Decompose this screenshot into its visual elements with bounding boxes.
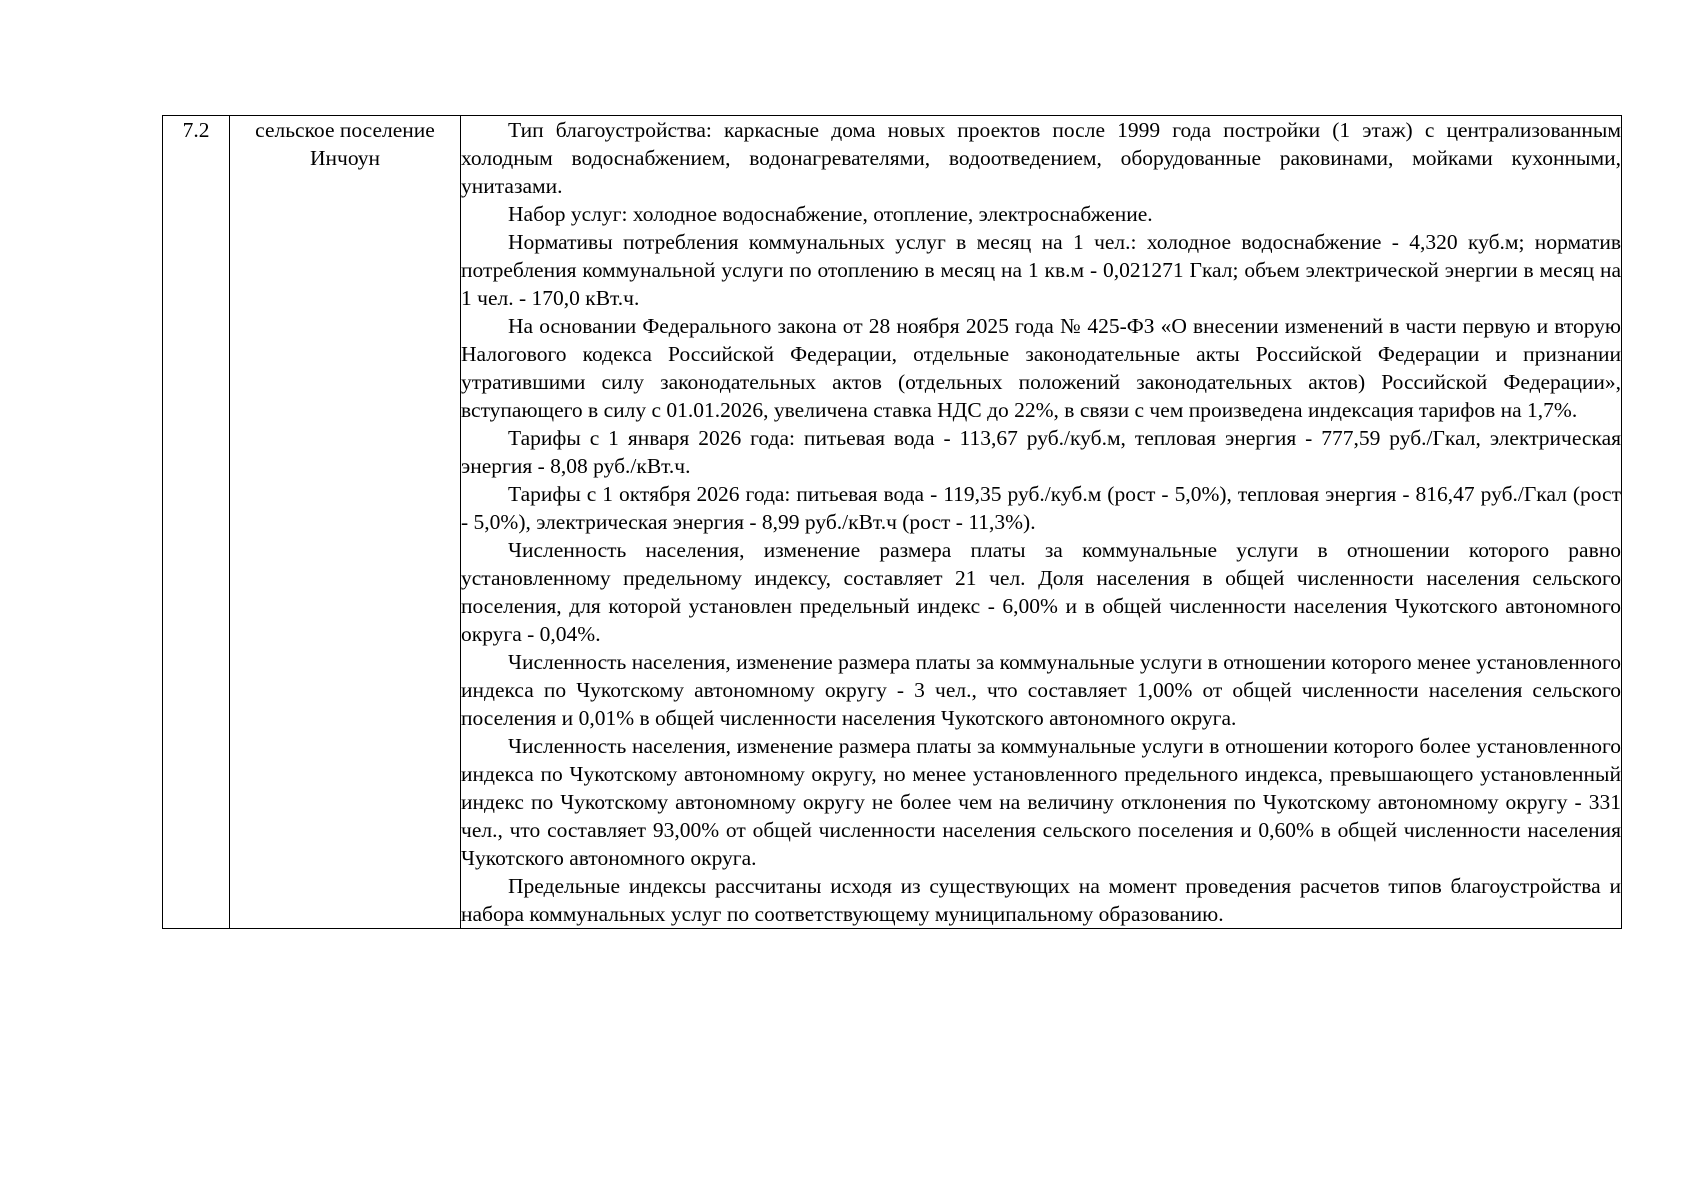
paragraph-improvement-type: Тип благоустройства: каркасные дома новых проектов после 1999 года постройки (1 этаж) с централизованным холодным водоснабжением, водонагревателями, водоотведением, оборудованные раковинами, мойками кухонными, унитазами. [461,118,1621,198]
paragraph-services-set: Набор услуг: холодное водоснабжение, отопление, электроснабжение. [508,202,1153,226]
paragraph-limit-indices: Предельные индексы рассчитаны исходя из существующих на момент проведения расчетов типов благоустройства и набора коммунальных услуг по соответствующему муниципальному образованию. [461,874,1621,926]
paragraph-vat-law: На основании Федерального закона от 28 ноября 2025 года № 425-ФЗ «О внесении изменений в части первую и вторую Налогового кодекса Российской Федерации, отдельные законодательные акты Российской Федерации и признании утратившими силу законодательных актов (отдельных положений законодательных актов) Российской Федерации», вступающего в силу с 01.01.2026, увеличена ставка НДС до 22%, в связи с чем произведена индексация тарифов на 1,7%. [461,314,1621,422]
settlement-type: сельское поселение [255,118,435,142]
table-row [163,116,1622,929]
row-number-cell [163,116,230,929]
paragraph-population-more: Численность населения, изменение размера платы за коммунальные услуги в отношении которого более установленного индекса по Чукотскому автономному округу, но менее установленного предельного индекса, превышающего установленный индекс по Чукотскому автономному округу не более чем на величину отклонения по Чукотскому автономному округу - 331 чел., что составляет 93,00% от общей численности населения сельского поселения и 0,60% в общей численности населения Чукотского автономного округа. [461,734,1621,870]
paragraph-population-equal: Численность населения, изменение размера платы за коммунальные услуги в отношении которого равно установленному предельному индексу, составляет 21 чел. Доля населения в общей численности населения сельского поселения, для которой установлен предельный индекс - 6,00% и в общей численности населения Чукотского автономного округа - 0,04%. [461,538,1621,646]
tariff-table [162,115,1622,929]
paragraph-tariffs-january: Тарифы с 1 января 2026 года: питьевая вода - 113,67 руб./куб.м, тепловая энергия - 777,59 руб./Гкал, электрическая энергия - 8,08 руб./кВт.ч. [461,426,1621,478]
settlement-name: Инчоун [309,146,381,170]
row-number: 7.2 [182,118,210,142]
paragraph-tariffs-october: Тарифы с 1 октября 2026 года: питьевая вода - 119,35 руб./куб.м (рост - 5,0%), тепловая энергия - 816,47 руб./Гкал (рост - 5,0%), электрическая энергия - 8,99 руб./кВт.ч (рост - 11,3%). [461,482,1621,534]
settlement-name-cell [230,116,461,929]
paragraph-population-less: Численность населения, изменение размера платы за коммунальные услуги в отношении которого менее установленного индекса по Чукотскому автономному округу - 3 чел., что составляет 1,00% от общей численности населения сельского поселения и 0,01% в общей численности населения Чукотского автономного округа. [461,650,1621,730]
description-cell [461,116,1622,929]
paragraph-consumption-norms: Нормативы потребления коммунальных услуг в месяц на 1 чел.: холодное водоснабжение - 4,320 куб.м; норматив потребления коммунальной услуги по отоплению в месяц на 1 кв.м - 0,021271 Гкал; объем электрической энергии в месяц на 1 чел. - 170,0 кВт.ч. [461,230,1621,310]
